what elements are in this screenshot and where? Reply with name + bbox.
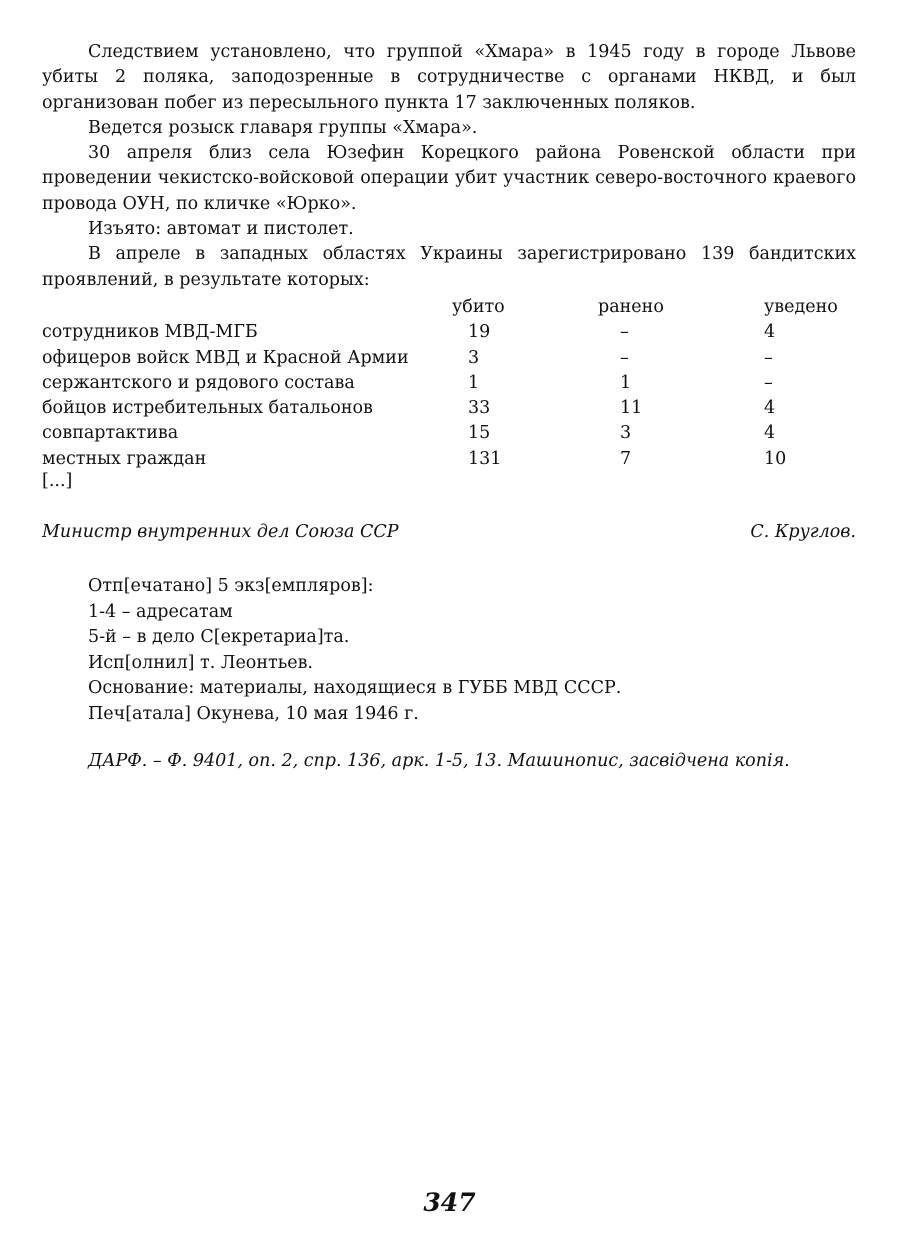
note-line: Основание: материалы, находящиеся в ГУББ МВД СССР. [88,678,622,699]
row-taken: – [764,372,773,393]
table-row [42,346,856,371]
row-label: бойцов истребительных батальонов [42,398,373,419]
row-wounded: 1 [620,372,632,393]
signatory-name: С. Круглов. [750,522,856,542]
note-line: Печ[атала] Окунева, 10 мая 1946 г. [88,703,419,724]
row-killed: 3 [468,347,480,368]
row-killed: 33 [468,398,491,419]
paragraph-april: В апреле в западных областях Украины зарегистрировано 139 бандитских проявлений, в результате которых: [42,244,856,290]
row-label: местных граждан [42,448,207,469]
row-taken: 4 [764,398,776,419]
casualty-table [42,295,856,472]
table-row [42,421,856,446]
note-line: 1-4 – адресатам [88,601,233,622]
row-killed: 19 [468,322,491,343]
row-killed: 15 [468,423,491,444]
page-number: 347 [423,1188,476,1217]
table-row [42,320,856,345]
table-row [42,371,856,396]
row-wounded: 3 [620,423,632,444]
paragraph-seized: Изъято: автомат и пистолет. [88,219,354,240]
body-text [42,40,856,293]
row-killed: 131 [468,448,502,469]
archive-reference: ДАРФ. – Ф. 9401, оп. 2, спр. 136, арк. 1-5, 13. Машинопис, засвідчена копія. [88,751,790,771]
header-taken: уведено [764,297,838,317]
table-row [42,447,856,472]
row-taken: 4 [764,423,776,444]
paragraph-operation: 30 апреля близ села Юзефин Корецкого района Ровенской области при проведении чекистско-войсковой операции убит участник северо-восточного краевого провода ОУН, по кличке «Юрко». [42,143,856,214]
row-taken: – [764,347,773,368]
row-label: сотрудников МВД-МГБ [42,322,258,343]
row-taken: 10 [764,448,787,469]
header-killed: убито [452,297,505,317]
distribution-notes [88,574,621,728]
row-taken: 4 [764,322,776,343]
table-row [42,396,856,421]
note-line: Отп[ечатано] 5 экз[емпляров]: [88,576,374,596]
row-wounded: – [620,347,629,368]
signatory-position: Министр внутренних дел Союза ССР [42,522,399,542]
table-header [42,295,856,320]
row-wounded: – [620,322,629,343]
note-line: 5-й – в дело С[екретариа]та. [88,627,350,648]
row-wounded: 7 [620,448,632,469]
note-line: Исп[олнил] т. Леонтьев. [88,652,313,673]
paragraph-search: Ведется розыск главаря группы «Хмара». [88,117,478,138]
row-killed: 1 [468,372,480,393]
header-wounded: ранено [598,297,664,317]
row-label: сержантского и рядового состава [42,372,355,393]
omission-mark: [...] [42,471,73,491]
row-label: совпартактива [42,423,179,444]
row-wounded: 11 [620,398,643,419]
row-label: офицеров войск МВД и Красной Армии [42,347,409,368]
paragraph-investigation: Следствием установлено, что группой «Хмара» в 1945 году в городе Львове убиты 2 поляка, заподозренные в сотрудничестве с органами НКВД, и был организован побег из пересыльного пункта 17 заключенных поляков. [42,42,856,113]
